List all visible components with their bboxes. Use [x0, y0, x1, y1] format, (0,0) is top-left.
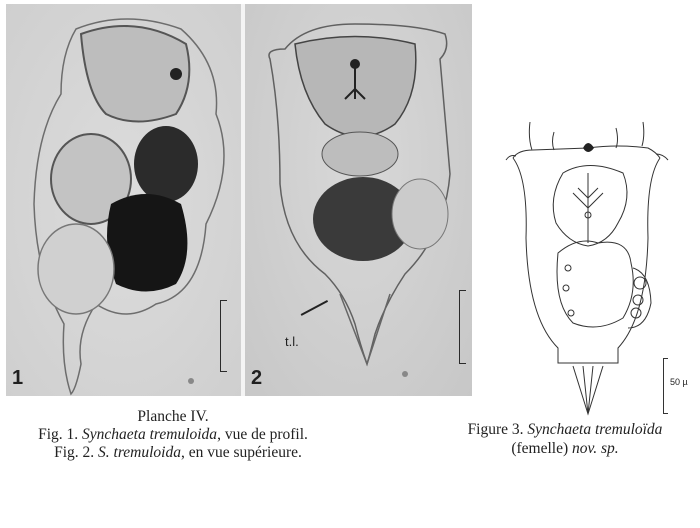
plate-title: Planche IV.: [137, 408, 209, 425]
figure-1-number: 1: [12, 367, 24, 389]
photo-plate: [6, 4, 472, 396]
rotifer-profile-illustration: [6, 4, 241, 396]
figure-1-photomicrograph: [6, 4, 241, 396]
rotifer-line-drawing: [488, 118, 688, 418]
fig1-suffix: , vue de profil.: [217, 426, 308, 443]
fig3-sex: (femelle): [511, 440, 573, 457]
scale-label-figure-3: 50 µ: [670, 377, 688, 387]
tl-annotation: t.l.: [285, 334, 299, 349]
fig3-caption-line1: [420, 420, 700, 439]
rotifer-dorsal-illustration: [245, 4, 472, 396]
fig3-nov-sp: nov. sp.: [572, 440, 619, 457]
fig3-prefix: Figure 3.: [467, 421, 528, 438]
plate-caption: [0, 408, 346, 462]
fig1-prefix: Fig. 1.: [38, 426, 83, 443]
fig2-prefix: Fig. 2.: [54, 444, 99, 461]
scale-bar-figure-1: [220, 300, 227, 372]
fig3-species: Synchaeta tremuloïda: [527, 421, 663, 438]
figure-2-photomicrograph: [245, 4, 472, 396]
scale-bar-figure-3: [663, 358, 668, 414]
fig2-species: S. tremuloida: [98, 444, 181, 461]
fig1-species: Synchaeta tremuloida: [82, 426, 218, 443]
figure-3-caption: [420, 420, 700, 458]
fig2-caption: [0, 444, 346, 462]
figure-3-line-drawing: [488, 118, 688, 418]
fig1-caption: [0, 426, 346, 444]
fig3-caption-line2: [420, 439, 700, 458]
fig2-suffix: , en vue supérieure.: [180, 444, 302, 461]
figure-2-number: 2: [251, 367, 263, 389]
scale-bar-figure-2: [459, 290, 466, 364]
